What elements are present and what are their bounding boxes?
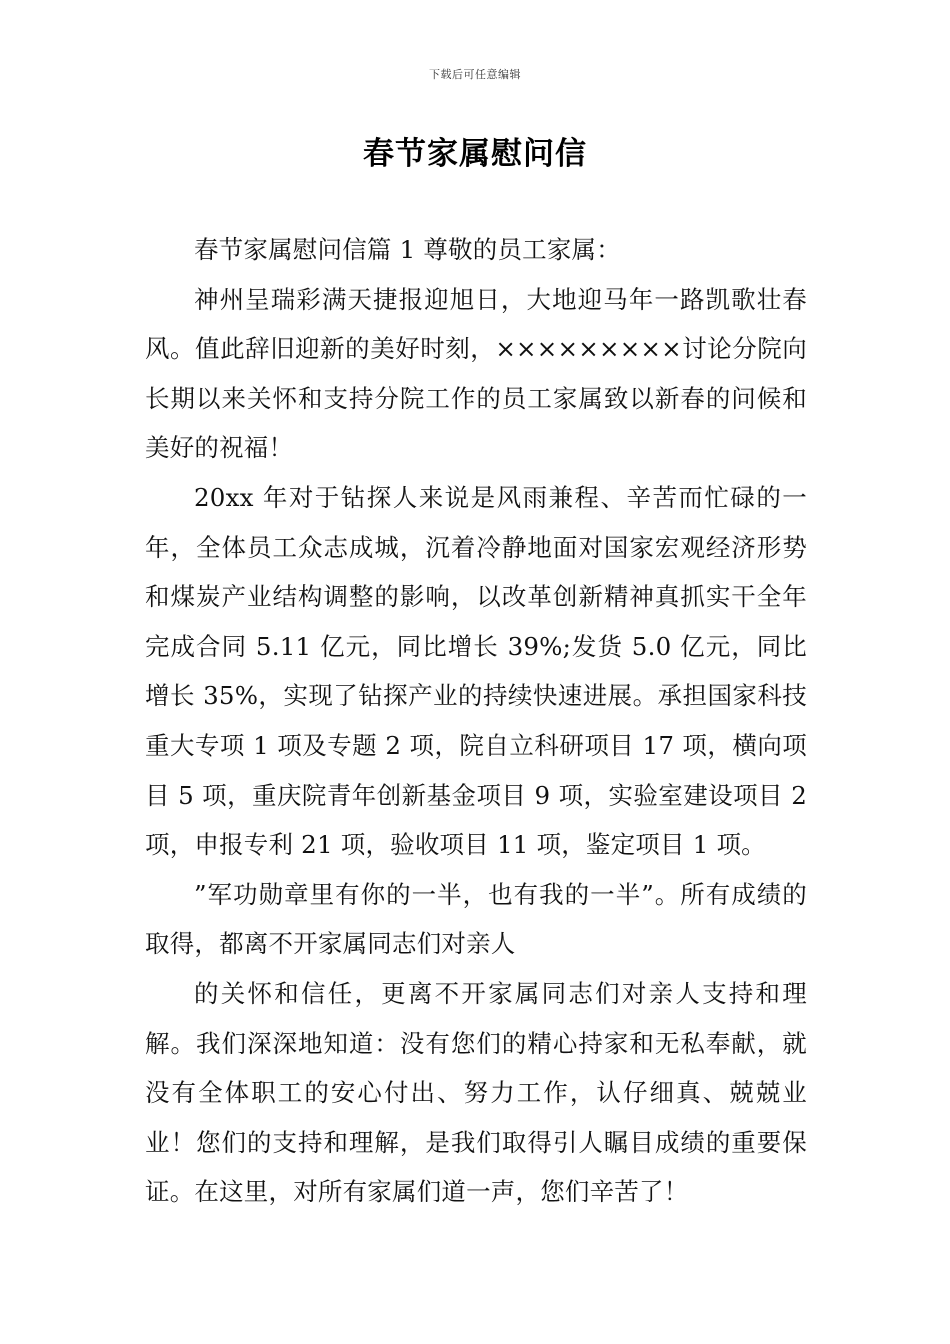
paragraph-quote: ”军功勋章里有你的一半，也有我的一半”。所有成绩的取得，都离不开家属同志们对亲人 (145, 879, 807, 959)
letter-body (145, 225, 807, 1217)
paragraph-salutation: 春节家属慰问信篇 1 尊敬的员工家属： (194, 235, 621, 264)
header-note: 下载后可任意编辑 (429, 68, 521, 81)
paragraph-greeting: 神州呈瑞彩满天捷报迎旭日，大地迎马年一路凯歌壮春风。值此辞旧迎新的美好时刻，×××××××××讨论分院向长期以来关怀和支持分院工作的员工家属致以新春的问候和美好的祝福！ (145, 284, 807, 463)
paragraph-achievements: 20xx 年对于钻探人来说是风雨兼程、辛苦而忙碌的一年，全体员工众志成城，沉着冷静地面对国家宏观经济形势和煤炭产业结构调整的影响，以改革创新精神真抓实干全年完成合同 5.11 亿元，同比增长 39%;发货 5.0 亿元，同比增长 35%，实现了钻探产业的持续快速进展。承担国家科技重大专项 1 项及专题 2 项，院自立科研项目 17 项，横向项目 5 项，重庆院青年创新基金项目 9 项，实验室建设项目 2 项，申报专利 21 项，验收项目 11 项，鉴定项目 1 项。 (145, 482, 807, 860)
paragraph-thanks: 的关怀和信任，更离不开家属同志们对亲人支持和理解。我们深深地知道：没有您们的精心持家和无私奉献，就没有全体职工的安心付出、努力工作，认仔细真、兢兢业业！您们的支持和理解，是我们取得引人瞩目成绩的重要保证。在这里，对所有家属们道一声，您们辛苦了！ (145, 978, 807, 1207)
document-title: 春节家属慰问信 (363, 136, 587, 172)
